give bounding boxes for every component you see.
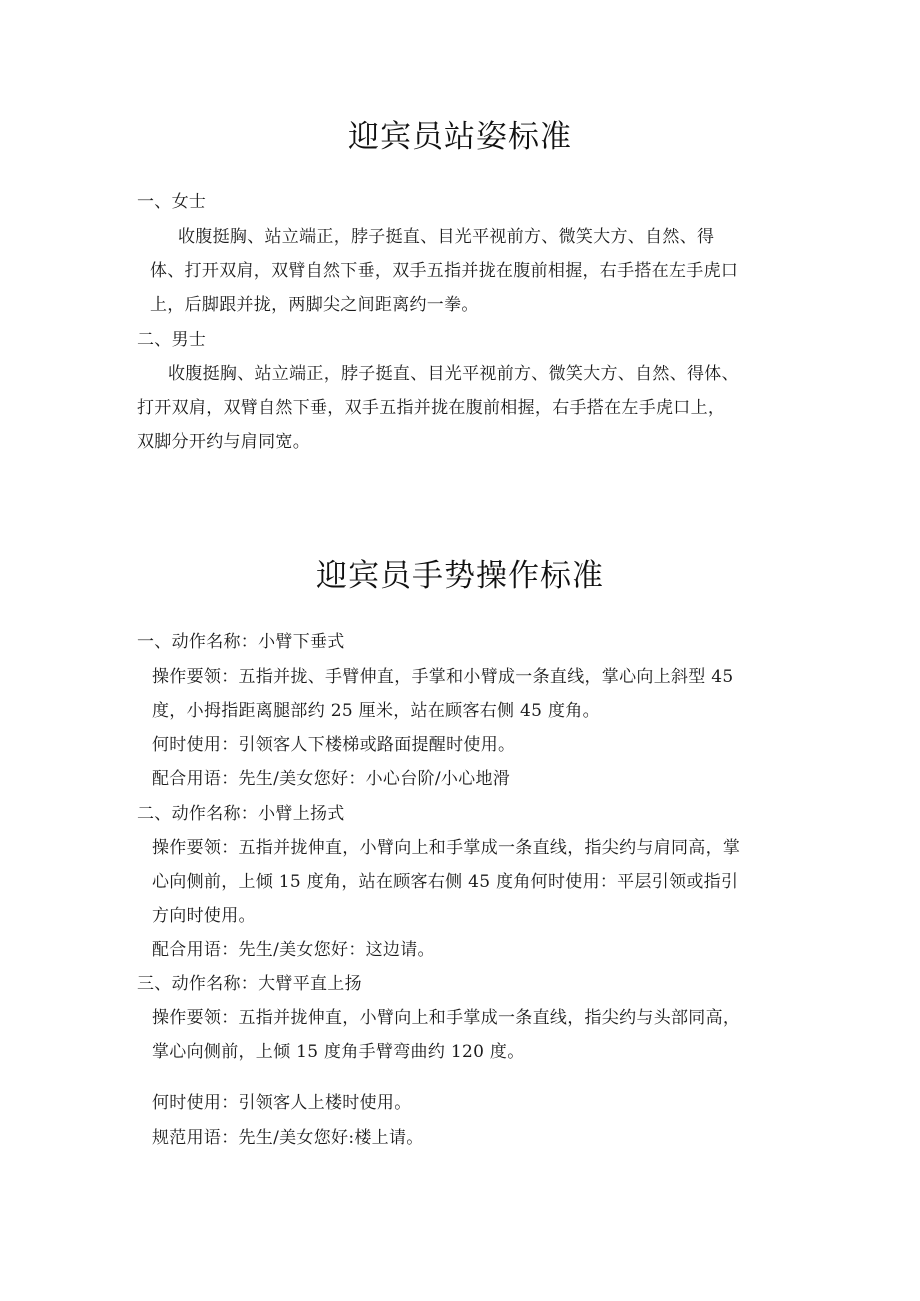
action-phrase-line: 规范用语：先生/美女您好:楼上请。: [152, 1128, 424, 1148]
action-essentials-line: 方向时使用。: [152, 906, 256, 926]
action-heading: 二、动作名称：小臂上扬式: [137, 804, 345, 824]
action-essentials-line: 掌心向侧前，上倾 15 度角手臂弯曲约 120 度。: [152, 1042, 525, 1062]
female-heading: 一、女士: [137, 192, 207, 212]
female-text-line: 收腹挺胸、站立端正，脖子挺直、目光平视前方、微笑大方、自然、得: [178, 227, 715, 247]
male-text-line: 双脚分开约与肩同宽。: [137, 432, 310, 452]
action-heading: 三、动作名称：大臂平直上扬: [137, 974, 362, 994]
male-heading: 二、男士: [137, 330, 207, 350]
action-essentials-line: 操作要领：五指并拢伸直，小臂向上和手掌成一条直线，指尖约与肩同高，掌: [152, 838, 741, 858]
action-when-line: 何时使用：引领客人下楼梯或路面提醒时使用。: [152, 735, 516, 755]
section-title-gesture-standards: 迎宾员手势操作标准: [316, 558, 604, 594]
female-text-line: 体、打开双肩，双臂自然下垂，双手五指并拢在腹前相握，右手搭在左手虎口: [150, 261, 739, 281]
action-essentials-line: 操作要领：五指并拢伸直，小臂向上和手掌成一条直线，指尖约与头部同高，: [152, 1008, 741, 1028]
action-essentials-line: 操作要领：五指并拢、手臂伸直，手掌和小臂成一条直线，掌心向上斜型 45: [152, 667, 734, 687]
action-phrase-line: 配合用语：先生/美女您好：这边请。: [152, 940, 435, 960]
action-heading: 一、动作名称：小臂下垂式: [137, 632, 345, 652]
action-essentials-line: 度，小拇指距离腿部约 25 厘米，站在顾客右侧 45 度角。: [152, 701, 600, 721]
section-title-standing-posture: 迎宾员站姿标准: [348, 119, 572, 155]
female-text-line: 上，后脚跟并拢，两脚尖之间距离约一拳。: [150, 295, 479, 315]
male-text-line: 打开双肩，双臂自然下垂，双手五指并拢在腹前相握，右手搭在左手虎口上，: [137, 398, 726, 418]
action-essentials-line: 心向侧前，上倾 15 度角，站在顾客右侧 45 度角何时使用：平层引领或指引: [152, 872, 739, 892]
action-phrase-line: 配合用语：先生/美女您好：小心台阶/小心地滑: [152, 769, 511, 789]
male-text-line: 收腹挺胸、站立端正，脖子挺直、目光平视前方、微笑大方、自然、得体、: [168, 364, 739, 384]
action-when-line: 何时使用：引领客人上楼时使用。: [152, 1093, 412, 1113]
